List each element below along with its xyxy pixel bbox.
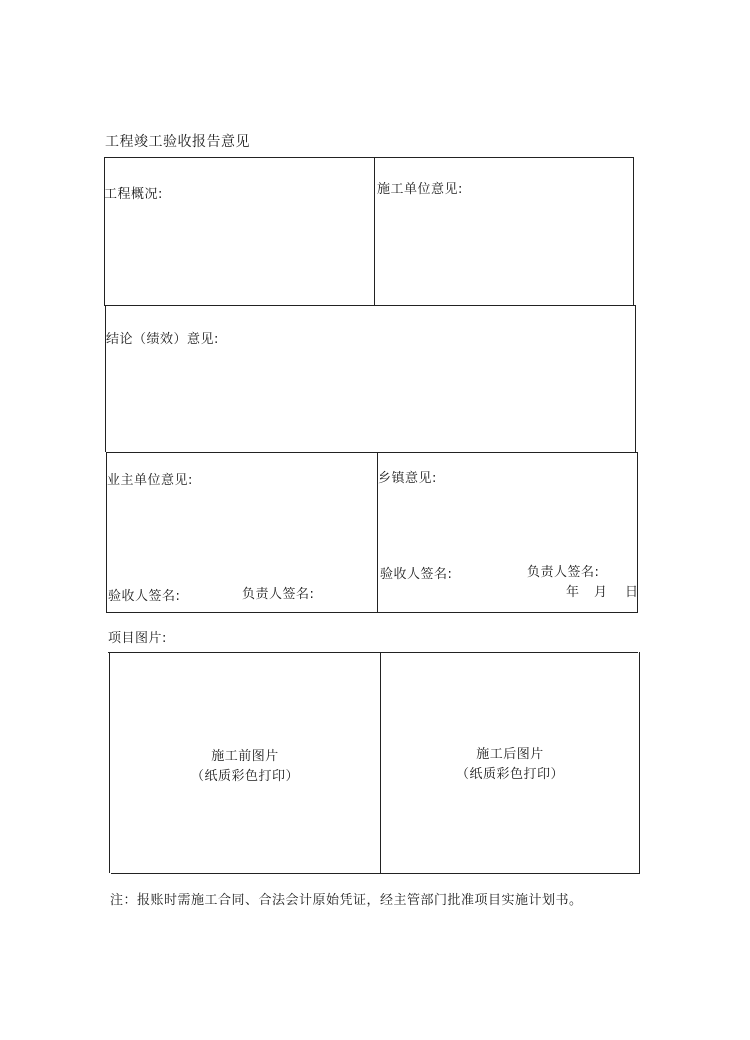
document-title: 工程竣工验收报告意见	[105, 134, 250, 150]
date-day-label: 日	[625, 585, 639, 600]
date-month-label: 月	[594, 585, 608, 600]
photo-before-title: 施工前图片	[211, 749, 279, 764]
photo-table-border-top	[108, 652, 638, 653]
project-photos-label: 项目图片:	[108, 631, 167, 646]
table-row-divider-2	[106, 452, 637, 453]
photo-table-border-bottom	[111, 873, 640, 874]
footnote: 注：报账时需施工合同、合法会计原始凭证，经主管部门批准项目实施计划书。	[110, 893, 583, 908]
photo-after-placeholder	[381, 745, 639, 785]
owner-responsible-signature-label: 负责人签名:	[242, 587, 315, 602]
photo-before-placeholder	[111, 747, 379, 787]
date-year-label: 年	[566, 585, 580, 600]
table-border-top	[104, 157, 634, 158]
photo-table-border-right	[639, 652, 640, 873]
table-row-divider-1	[104, 305, 636, 306]
township-inspector-signature-label: 验收人签名:	[380, 567, 453, 582]
owner-opinion-label: 业主单位意见:	[107, 473, 193, 488]
photo-after-title: 施工后图片	[476, 747, 544, 762]
table-border-bottom	[106, 612, 638, 613]
conclusion-label: 结论（绩效）意见:	[106, 332, 219, 347]
table-column-divider-1	[374, 157, 375, 305]
photo-table-border-left	[109, 652, 110, 873]
township-responsible-signature-label: 负责人签名:	[527, 565, 600, 580]
photo-before-note: （纸质彩色打印）	[190, 769, 299, 784]
photo-after-note: （纸质彩色打印）	[455, 767, 564, 782]
contractor-opinion-label: 施工单位意见:	[377, 182, 463, 197]
table-border-right-2	[635, 305, 636, 452]
project-overview-label: 工程概况:	[104, 187, 163, 202]
table-border-right-1	[633, 157, 634, 305]
township-opinion-label: 乡镇意见:	[378, 471, 437, 486]
owner-inspector-signature-label: 验收人签名:	[108, 589, 181, 604]
table-border-left-1	[104, 157, 105, 305]
